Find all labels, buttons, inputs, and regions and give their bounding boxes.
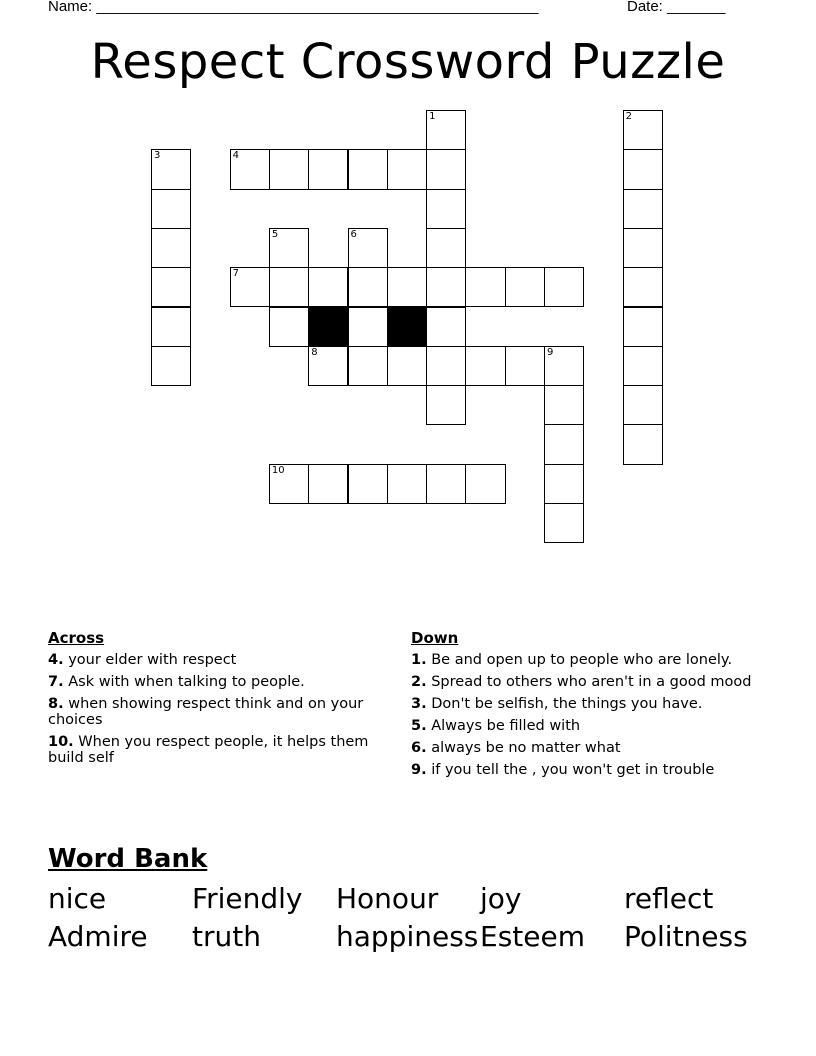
across-clues <box>48 630 398 772</box>
crossword-cell[interactable] <box>151 189 191 229</box>
crossword-block <box>308 307 348 347</box>
clue-number: 1 <box>429 111 436 122</box>
crossword-cell[interactable] <box>269 267 309 307</box>
date-field: Date: _______ <box>627 0 726 15</box>
crossword-cell[interactable] <box>308 464 348 504</box>
crossword-cell[interactable] <box>623 149 663 189</box>
crossword-cell[interactable] <box>151 267 191 307</box>
crossword-cell[interactable] <box>269 149 309 189</box>
clue-across-8: 8. when showing respect think and on your choices <box>48 696 364 728</box>
crossword-cell[interactable] <box>151 307 191 347</box>
clue-across-7: 7. Ask with when talking to people. <box>48 674 305 690</box>
across-heading: Across <box>48 629 105 647</box>
crossword-cell[interactable] <box>308 346 348 386</box>
clue-number: 7 <box>232 268 239 280</box>
clue-number: 5 <box>271 228 279 240</box>
crossword-cell[interactable] <box>348 346 388 386</box>
word-bank <box>48 882 768 954</box>
crossword-cell[interactable] <box>544 503 584 543</box>
crossword-cell[interactable] <box>348 228 388 268</box>
crossword-cell[interactable] <box>348 267 388 307</box>
clue-down-9: 9. if you tell the , you won't get in trouble <box>411 762 715 778</box>
crossword-cell[interactable] <box>426 189 466 229</box>
word-bank-item: truth <box>192 920 261 953</box>
word-bank-item: happiness <box>336 920 479 953</box>
crossword-cell[interactable] <box>426 346 466 386</box>
crossword-cell[interactable] <box>426 385 466 425</box>
word-bank-item: Politness <box>624 920 748 953</box>
crossword-cell[interactable] <box>544 346 584 386</box>
crossword-cell[interactable] <box>151 346 191 386</box>
word-bank-item: Esteem <box>480 920 585 953</box>
crossword-cell[interactable] <box>426 267 466 307</box>
crossword-cell[interactable] <box>387 464 427 504</box>
word-bank-item: reflect <box>624 882 714 915</box>
crossword-cell[interactable] <box>426 149 466 189</box>
crossword-cell[interactable] <box>387 346 427 386</box>
word-bank-item: Honour <box>336 882 439 915</box>
crossword-cell[interactable] <box>387 267 427 307</box>
crossword-cell[interactable] <box>387 149 427 189</box>
clue-number: 4 <box>232 150 239 162</box>
crossword-cell[interactable] <box>426 464 466 504</box>
crossword-cell[interactable] <box>348 464 388 504</box>
crossword-cell[interactable] <box>151 228 191 268</box>
crossword-cell[interactable] <box>426 228 466 268</box>
down-clues <box>411 630 761 784</box>
crossword-cell[interactable] <box>544 267 584 307</box>
crossword-cell[interactable] <box>348 307 388 347</box>
clue-down-1: 1. Be and open up to people who are lonely. <box>411 652 733 668</box>
name-field: Name: _____________________________________________________ <box>48 0 539 15</box>
crossword-cell[interactable] <box>623 424 663 464</box>
word-bank-heading: Word Bank <box>48 844 208 874</box>
word-bank-item: Admire <box>48 920 148 953</box>
crossword-cell[interactable] <box>623 346 663 386</box>
clue-down-6: 6. always be no matter what <box>411 740 621 756</box>
clue-across-10: 10. When you respect people, it helps them build self <box>48 734 369 766</box>
word-bank-item: nice <box>48 882 107 915</box>
crossword-cell[interactable] <box>544 385 584 425</box>
crossword-cell[interactable] <box>623 385 663 425</box>
crossword-cell[interactable] <box>623 267 663 307</box>
crossword-cell[interactable] <box>623 307 663 347</box>
crossword-cell[interactable] <box>230 149 270 189</box>
clue-down-5: 5. Always be filled with <box>411 718 581 734</box>
clue-number: 8 <box>311 346 318 358</box>
clue-number: 10 <box>271 464 285 476</box>
crossword-cell[interactable] <box>505 346 545 386</box>
clue-number: 2 <box>625 111 632 122</box>
word-bank-item: joy <box>480 882 522 915</box>
crossword-cell[interactable] <box>308 267 348 307</box>
crossword-cell[interactable] <box>426 307 466 347</box>
crossword-cell[interactable] <box>269 228 309 268</box>
crossword-cell[interactable] <box>623 189 663 229</box>
crossword-cell[interactable] <box>426 110 466 150</box>
crossword-cell[interactable] <box>308 149 348 189</box>
crossword-cell[interactable] <box>151 149 191 189</box>
clue-number: 6 <box>350 228 357 240</box>
page-title: Respect Crossword Puzzle <box>90 34 726 90</box>
clue-down-2: 2. Spread to others who aren't in a good mood <box>411 674 752 690</box>
crossword-cell[interactable] <box>544 424 584 464</box>
crossword-cell[interactable] <box>269 464 309 504</box>
crossword-cell[interactable] <box>465 267 505 307</box>
clue-down-3: 3. Don't be selfish, the things you have. <box>411 696 703 712</box>
crossword-cell[interactable] <box>544 464 584 504</box>
word-bank-item: Friendly <box>192 882 303 915</box>
crossword-block <box>387 307 427 347</box>
crossword-cell[interactable] <box>623 228 663 268</box>
crossword-cell[interactable] <box>465 464 505 504</box>
clue-across-4: 4. your elder with respect <box>48 652 237 668</box>
crossword-cell[interactable] <box>348 149 388 189</box>
clue-number: 3 <box>154 150 161 162</box>
crossword-cell[interactable] <box>465 346 505 386</box>
crossword-cell[interactable] <box>623 110 663 150</box>
down-heading: Down <box>411 629 459 647</box>
crossword-cell[interactable] <box>230 267 270 307</box>
clue-number: 9 <box>547 346 554 358</box>
crossword-cell[interactable] <box>505 267 545 307</box>
crossword-cell[interactable] <box>269 307 309 347</box>
